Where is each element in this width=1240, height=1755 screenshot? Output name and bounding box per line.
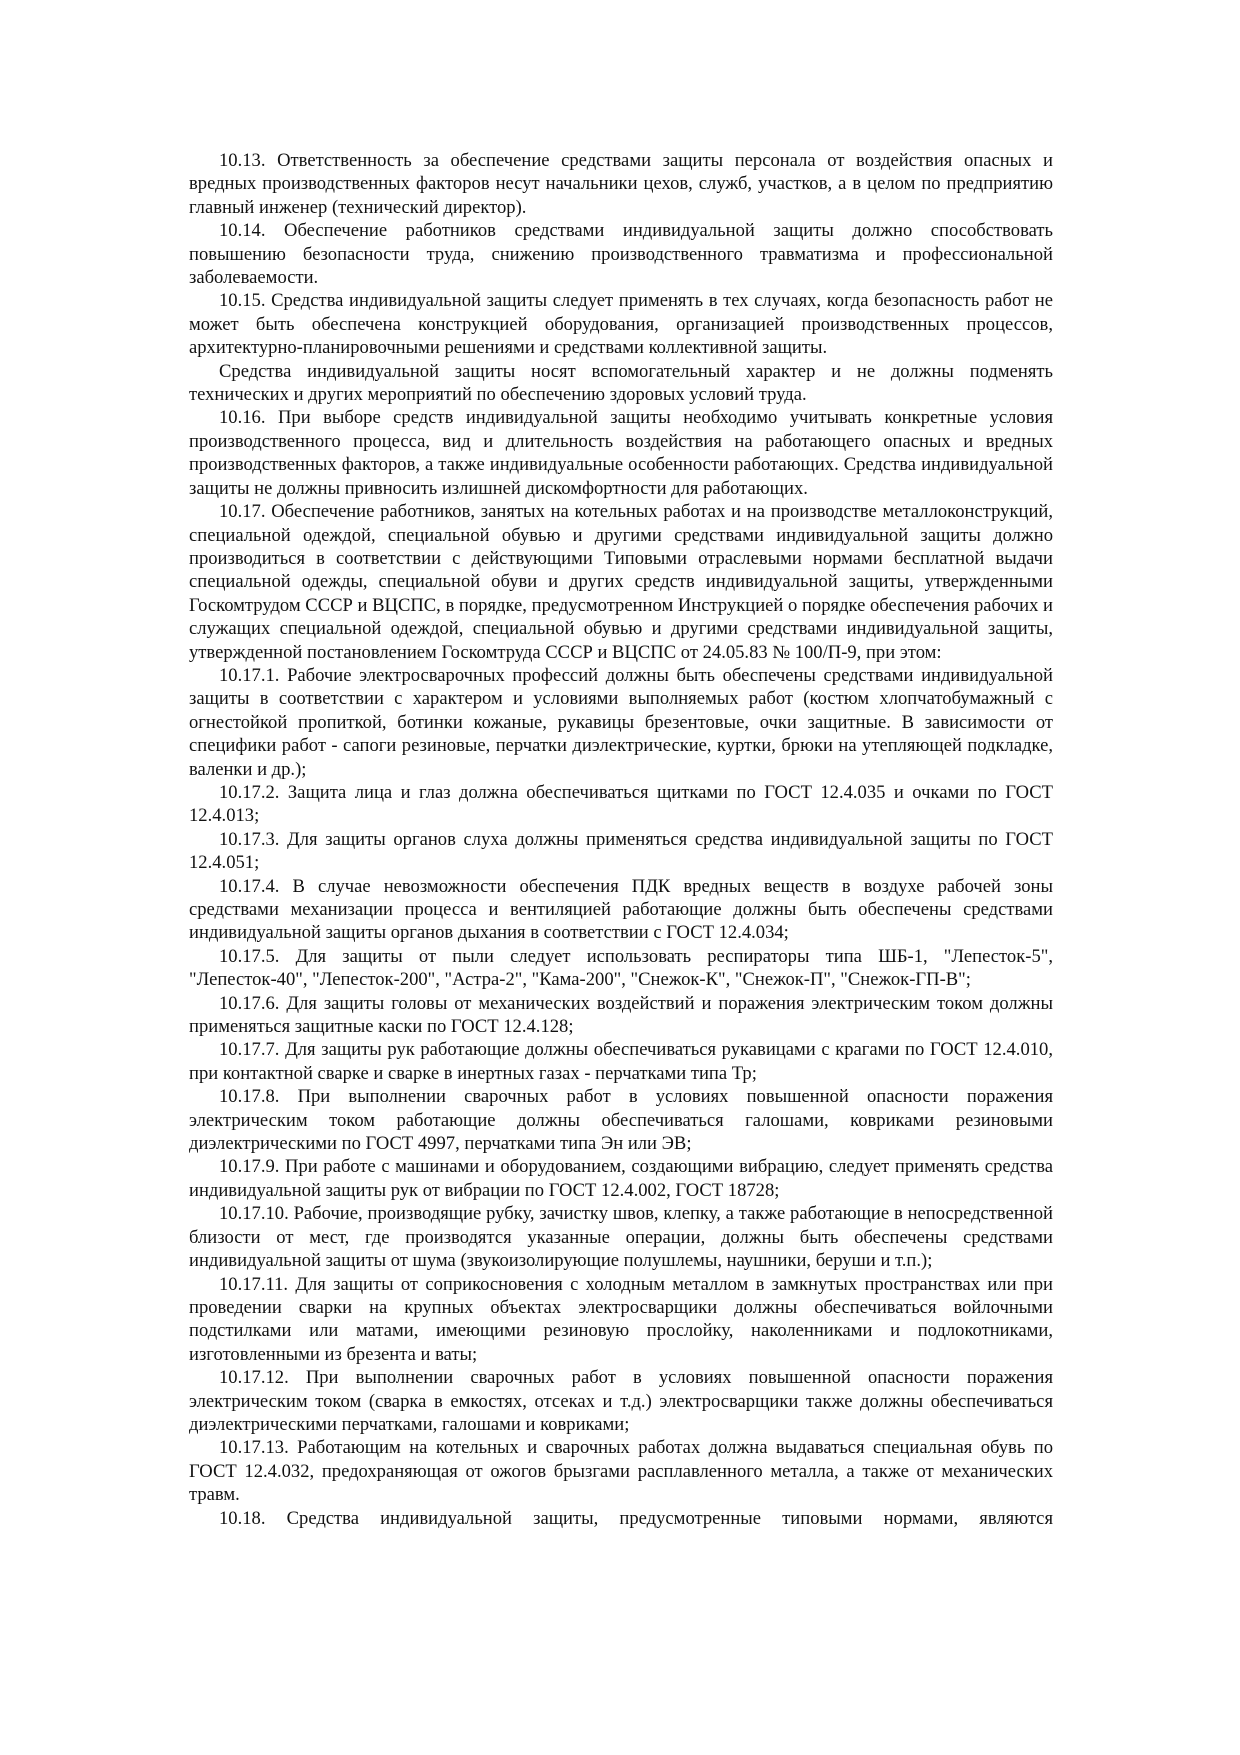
paragraph-10-17-4: 10.17.4. В случае невозможности обеспечения ПДК вредных веществ в воздухе рабочей зоны средствами механизации процесса и вентиляцией работающие должны быть обеспечены средствами индивидуальной защиты органов дыхания в соответствии с ГОСТ 12.4.034; xyxy=(189,875,1053,944)
paragraph-10-17-9: 10.17.9. При работе с машинами и оборудованием, создающими вибрацию, следует применять средства индивидуальной защиты рук от вибрации по ГОСТ 12.4.002, ГОСТ 18728; xyxy=(189,1156,1053,1201)
paragraph-10-17-11: 10.17.11. Для защиты от соприкосновения с холодным металлом в замкнутых пространствах или при проведении сварки на крупных объектах электросварщики должны обеспечиваться войлочными подстилками или матами, имеющими резиновую прослойку, наколенниками и подлокотниками, изготовленными из брезента и ваты; xyxy=(189,1273,1053,1365)
paragraph-10-17-8: 10.17.8. При выполнении сварочных работ в условиях повышенной опасности поражения электрическим током работающие должны обеспечиваться галошами, ковриками резиновыми диэлектрическими по ГОСТ 4997, перчатками типа Эн или ЭВ; xyxy=(189,1086,1053,1155)
paragraph-10-15-note: Средства индивидуальной защиты носят вспомогательный характер и не должны подменять технических и других мероприятий по обеспечению здоровых условий труда. xyxy=(189,360,1053,406)
paragraph-10-17-6: 10.17.6. Для защиты головы от механических воздействий и поражения электрическим током должны применяться защитные каски по ГОСТ 12.4.128; xyxy=(189,992,1053,1038)
paragraph-10-17-10: 10.17.10. Рабочие, производящие рубку, зачистку швов, клепку, а также работающие в непосредственной близости от мест, где производятся указанные операции, должны быть обеспечены средствами индивидуальной защиты от шума (звукоизолирующие полушлемы, наушники, беруши и т.п.); xyxy=(189,1203,1053,1272)
paragraph-10-17-1: 10.17.1. Рабочие электросварочных профессий должны быть обеспечены средствами индивидуальной защиты в соответствии с характером и условиями выполняемых работ (костюм хлопчатобумажный с огнестойкой пропиткой, ботинки кожаные, рукавицы брезентовые, очки защитные. В зависимости от специфики работ - сапоги резиновые, перчатки диэлектрические, куртки, брюки на утепляющей подкладке, валенки и др.); xyxy=(189,664,1053,780)
paragraph-10-17-2: 10.17.2. Защита лица и глаз должна обеспечиваться щитками по ГОСТ 12.4.035 и очками по ГОСТ 12.4.013; xyxy=(189,781,1053,827)
document-page xyxy=(189,149,1053,1530)
paragraph-10-15: 10.15. Средства индивидуальной защиты следует применять в тех случаях, когда безопасность работ не может быть обеспечена конструкцией оборудования, организацией производственных процессов, архитектурно-планировочными решениями и средствами коллективной защиты. xyxy=(189,290,1053,359)
paragraph-10-14: 10.14. Обеспечение работников средствами индивидуальной защиты должно способствовать повышению безопасности труда, снижению производственного травматизма и профессиональной заболеваемости. xyxy=(189,220,1053,289)
paragraph-10-18: 10.18. Средства индивидуальной защиты, предусмотренные типовыми нормами, являются xyxy=(219,1507,1053,1529)
paragraph-10-13: 10.13. Ответственность за обеспечение средствами защиты персонала от воздействия опасных и вредных производственных факторов несут начальники цехов, служб, участков, а в целом по предприятию главный инженер (технический директор). xyxy=(189,150,1053,218)
paragraph-10-17-7: 10.17.7. Для защиты рук работающие должны обеспечиваться рукавицами с крагами по ГОСТ 12.4.010, при контактной сварке и сварке в инертных газах - перчатками типа Тр; xyxy=(189,1039,1053,1084)
paragraph-10-17-12: 10.17.12. При выполнении сварочных работ в условиях повышенной опасности поражения электрическим током (сварка в емкостях, отсеках и т.д.) электросварщики также должны обеспечиваться диэлектрическими перчатками, галошами и ковриками; xyxy=(189,1367,1053,1435)
paragraph-10-17-5: 10.17.5. Для защиты от пыли следует использовать респираторы типа ШБ-1, "Лепесток-5", "Лепесток-40", "Лепесток-200", "Астра-2", "Кама-200", "Снежок-К", "Снежок-П", "Снежок-ГП-В"; xyxy=(189,945,1053,991)
paragraph-10-16: 10.16. При выборе средств индивидуальной защиты необходимо учитывать конкретные условия производственного процесса, вид и длительность воздействия на работающего опасных и вредных производственных факторов, а также индивидуальные особенности работающих. Средства индивидуальной защиты не должны привносить излишней дискомфортности для работающих. xyxy=(189,407,1053,499)
paragraph-10-17: 10.17. Обеспечение работников, занятых на котельных работах и на производстве металлоконструкций, специальной одеждой, специальной обувью и другими средствами индивидуальной защиты должно производиться в соответствии с действующими Типовыми отраслевыми нормами бесплатной выдачи специальной одежды, специальной обуви и других средств индивидуальной защиты, утвержденными Госкомтрудом СССР и ВЦСПС, в порядке, предусмотренном Инструкцией о порядке обеспечения рабочих и служащих специальной одеждой, специальной обувью и другими средствами индивидуальной защиты, утвержденной постановлением Госкомтруда СССР и ВЦСПС от 24.05.83 № 100/П-9, при этом: xyxy=(189,501,1053,663)
paragraph-10-17-13: 10.17.13. Работающим на котельных и сварочных работах должна выдаваться специальная обувь по ГОСТ 12.4.032, предохраняющая от ожогов брызгами расплавленного металла, а также от механических травм. xyxy=(189,1437,1053,1506)
paragraph-10-17-3: 10.17.3. Для защиты органов слуха должны применяться средства индивидуальной защиты по ГОСТ 12.4.051; xyxy=(189,828,1053,874)
